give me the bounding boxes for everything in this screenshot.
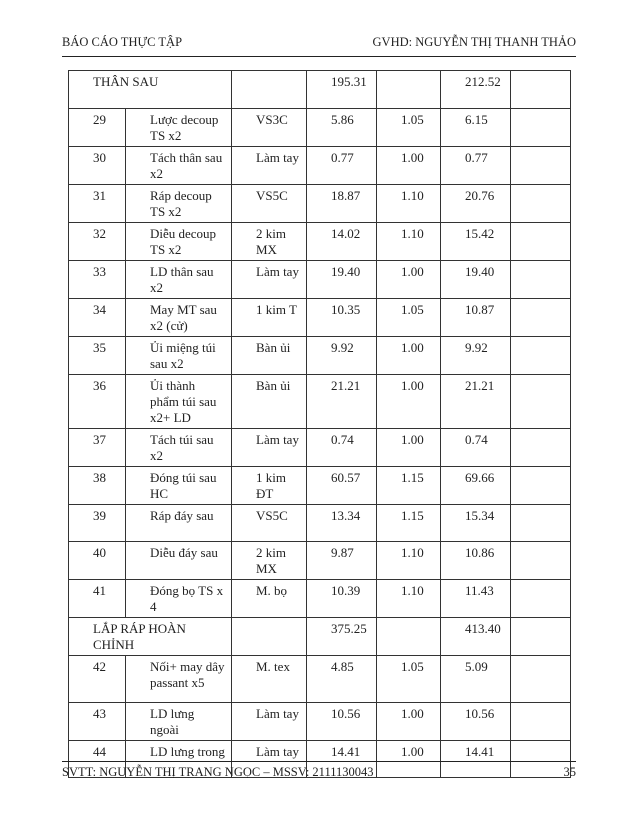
- step-number: 40: [69, 542, 126, 580]
- empty-cell: [511, 580, 571, 618]
- equipment: Làm tay: [232, 703, 307, 741]
- standard-time: 60.57: [307, 467, 377, 505]
- standard-time: 13.34: [307, 505, 377, 542]
- standard-time: 0.74: [307, 429, 377, 467]
- standard-time: 14.41: [307, 741, 377, 778]
- coefficient: 1.00: [377, 703, 441, 741]
- standard-time: 10.35: [307, 299, 377, 337]
- page-header: [62, 35, 576, 51]
- operation-name: Lược decoup TS x2: [126, 109, 232, 147]
- equipment: Làm tay: [232, 147, 307, 185]
- empty-cell: [511, 299, 571, 337]
- footer-rule: [62, 761, 576, 762]
- standard-time: 9.87: [307, 542, 377, 580]
- empty-cell: [377, 71, 441, 109]
- operation-name: LD lưng trong: [126, 741, 232, 778]
- step-number: 43: [69, 703, 126, 741]
- section-row: [69, 618, 571, 656]
- coefficient: 1.00: [377, 261, 441, 299]
- equipment: Bàn ủi: [232, 337, 307, 375]
- operation-name: Tách thân sau x2: [126, 147, 232, 185]
- standard-time: 10.56: [307, 703, 377, 741]
- empty-cell: [511, 656, 571, 703]
- operation-name: May MT sau x2 (cử): [126, 299, 232, 337]
- step-number: 42: [69, 656, 126, 703]
- operation-name: Ráp decoup TS x2: [126, 185, 232, 223]
- step-number: 34: [69, 299, 126, 337]
- empty-cell: [511, 505, 571, 542]
- adjusted-time: 10.87: [441, 299, 511, 337]
- section-time: 195.31: [307, 71, 377, 109]
- standard-time: 0.77: [307, 147, 377, 185]
- step-number: 41: [69, 580, 126, 618]
- step-number: 36: [69, 375, 126, 429]
- empty-cell: [232, 71, 307, 109]
- step-number: 31: [69, 185, 126, 223]
- adjusted-time: 10.86: [441, 542, 511, 580]
- empty-cell: [511, 429, 571, 467]
- coefficient: 1.00: [377, 337, 441, 375]
- coefficient: 1.00: [377, 429, 441, 467]
- empty-cell: [511, 337, 571, 375]
- adjusted-time: 15.42: [441, 223, 511, 261]
- empty-cell: [511, 618, 571, 656]
- standard-time: 5.86: [307, 109, 377, 147]
- table-row: [69, 580, 571, 618]
- equipment: Bàn ủi: [232, 375, 307, 429]
- standard-time: 14.02: [307, 223, 377, 261]
- coefficient: 1.10: [377, 223, 441, 261]
- empty-cell: [377, 618, 441, 656]
- standard-time: 19.40: [307, 261, 377, 299]
- coefficient: 1.05: [377, 299, 441, 337]
- table-row: [69, 185, 571, 223]
- adjusted-time: 10.56: [441, 703, 511, 741]
- footer-student: SVTT: NGUYỄN THỊ TRANG NGỌC – MSSV: 2111130043: [62, 765, 374, 779]
- standard-time: 4.85: [307, 656, 377, 703]
- table-row: [69, 467, 571, 505]
- section-total: 413.40: [441, 618, 511, 656]
- equipment: 1 kim T: [232, 299, 307, 337]
- table-row: [69, 337, 571, 375]
- table-row: [69, 656, 571, 703]
- adjusted-time: 9.92: [441, 337, 511, 375]
- equipment: M. tex: [232, 656, 307, 703]
- operation-name: Ủi thành phẩm túi sau x2+ LD: [126, 375, 232, 429]
- standard-time: 10.39: [307, 580, 377, 618]
- step-number: 33: [69, 261, 126, 299]
- operation-name: Tách túi sau x2: [126, 429, 232, 467]
- section-title: LẮP RÁP HOÀN CHỈNH: [69, 618, 232, 656]
- equipment: 1 kim ĐT: [232, 467, 307, 505]
- page-footer: [62, 765, 576, 781]
- adjusted-time: 20.76: [441, 185, 511, 223]
- table-row: [69, 109, 571, 147]
- operation-name: Đóng túi sau HC: [126, 467, 232, 505]
- empty-cell: [511, 71, 571, 109]
- operation-name: LD thân sau x2: [126, 261, 232, 299]
- equipment: VS3C: [232, 109, 307, 147]
- adjusted-time: 15.34: [441, 505, 511, 542]
- equipment: Làm tay: [232, 741, 307, 778]
- table-row: [69, 505, 571, 542]
- table-row: [69, 703, 571, 741]
- empty-cell: [511, 147, 571, 185]
- table-row: [69, 147, 571, 185]
- equipment: Làm tay: [232, 261, 307, 299]
- header-rule: [62, 56, 576, 57]
- adjusted-time: 21.21: [441, 375, 511, 429]
- coefficient: 1.00: [377, 147, 441, 185]
- operation-name: Đóng bọ TS x 4: [126, 580, 232, 618]
- standard-time: 9.92: [307, 337, 377, 375]
- adjusted-time: 69.66: [441, 467, 511, 505]
- standard-time: 21.21: [307, 375, 377, 429]
- equipment: 2 kim MX: [232, 542, 307, 580]
- section-time: 375.25: [307, 618, 377, 656]
- coefficient: 1.15: [377, 505, 441, 542]
- empty-cell: [511, 703, 571, 741]
- coefficient: 1.00: [377, 375, 441, 429]
- step-number: 35: [69, 337, 126, 375]
- operations-table: [68, 70, 571, 778]
- table-row: [69, 375, 571, 429]
- empty-cell: [511, 542, 571, 580]
- table-row: [69, 261, 571, 299]
- coefficient: 1.00: [377, 741, 441, 778]
- adjusted-time: 19.40: [441, 261, 511, 299]
- header-report-title: BÁO CÁO THỰC TẬP: [62, 35, 183, 49]
- empty-cell: [511, 223, 571, 261]
- standard-time: 18.87: [307, 185, 377, 223]
- table-row: [69, 223, 571, 261]
- operation-name: Ráp đáy sau: [126, 505, 232, 542]
- equipment: M. bọ: [232, 580, 307, 618]
- step-number: 44: [69, 741, 126, 778]
- operation-name: LD lưng ngoài: [126, 703, 232, 741]
- section-title: THÂN SAU: [69, 71, 232, 109]
- step-number: 30: [69, 147, 126, 185]
- empty-cell: [511, 109, 571, 147]
- empty-cell: [511, 185, 571, 223]
- step-number: 39: [69, 505, 126, 542]
- table-row: [69, 542, 571, 580]
- table-row: [69, 299, 571, 337]
- empty-cell: [232, 618, 307, 656]
- equipment: VS5C: [232, 505, 307, 542]
- operation-name: Nối+ may dây passant x5: [126, 656, 232, 703]
- empty-cell: [511, 467, 571, 505]
- step-number: 32: [69, 223, 126, 261]
- operation-name: Ủi miệng túi sau x2: [126, 337, 232, 375]
- adjusted-time: 0.74: [441, 429, 511, 467]
- adjusted-time: 6.15: [441, 109, 511, 147]
- page-number: 35: [563, 765, 576, 779]
- adjusted-time: 11.43: [441, 580, 511, 618]
- equipment: 2 kim MX: [232, 223, 307, 261]
- step-number: 29: [69, 109, 126, 147]
- section-total: 212.52: [441, 71, 511, 109]
- equipment: VS5C: [232, 185, 307, 223]
- header-advisor: GVHD: NGUYỄN THỊ THANH THẢO: [372, 35, 576, 49]
- step-number: 38: [69, 467, 126, 505]
- empty-cell: [511, 261, 571, 299]
- operation-name: Diễu decoup TS x2: [126, 223, 232, 261]
- coefficient: 1.10: [377, 185, 441, 223]
- empty-cell: [511, 375, 571, 429]
- section-row: [69, 71, 571, 109]
- adjusted-time: 0.77: [441, 147, 511, 185]
- coefficient: 1.10: [377, 580, 441, 618]
- adjusted-time: 14.41: [441, 741, 511, 778]
- table-row: [69, 429, 571, 467]
- step-number: 37: [69, 429, 126, 467]
- equipment: Làm tay: [232, 429, 307, 467]
- adjusted-time: 5.09: [441, 656, 511, 703]
- operation-name: Diễu đáy sau: [126, 542, 232, 580]
- coefficient: 1.05: [377, 109, 441, 147]
- coefficient: 1.15: [377, 467, 441, 505]
- coefficient: 1.05: [377, 656, 441, 703]
- coefficient: 1.10: [377, 542, 441, 580]
